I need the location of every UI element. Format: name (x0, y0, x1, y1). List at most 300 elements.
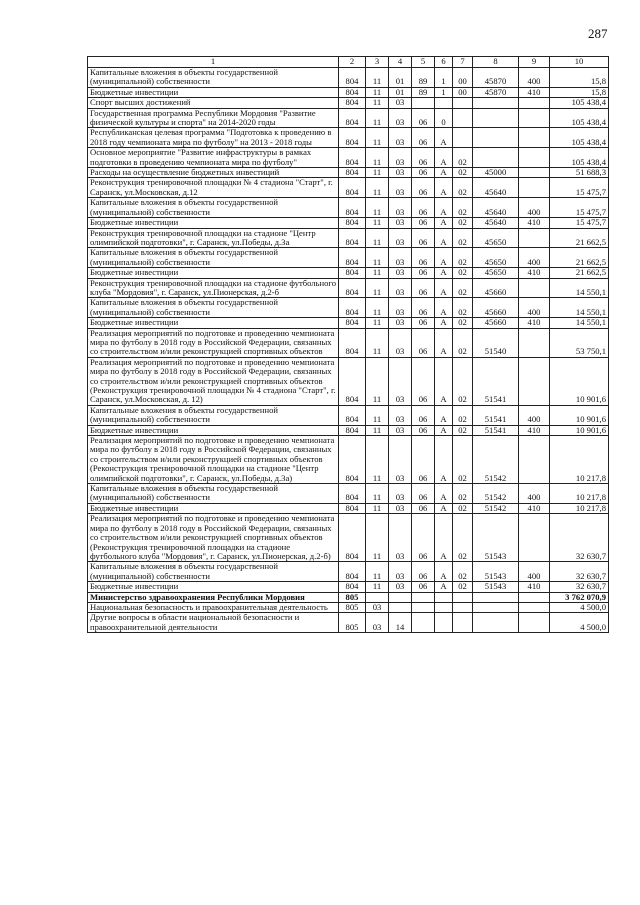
table-header-row (88, 57, 609, 68)
code-cell: 06 (412, 178, 435, 198)
code-cell: 11 (366, 503, 389, 513)
code-cell: 11 (366, 268, 389, 278)
code-cell: 06 (412, 562, 435, 582)
code-cell: 03 (389, 318, 412, 328)
code-cell: 804 (339, 178, 366, 198)
code-cell: 805 (339, 592, 366, 602)
code-cell (412, 602, 435, 612)
code-cell: 89 (412, 87, 435, 97)
amount-cell: 105 438,4 (550, 128, 609, 148)
row-name-cell: Реконструкция тренировочной площадки № 4 стадиона "Старт", г. Саранск, ул.Московская, д.12 (88, 178, 339, 198)
code-cell: 11 (366, 218, 389, 228)
code-cell: 02 (453, 248, 473, 268)
column-header: 4 (389, 57, 412, 68)
code-cell: 11 (366, 357, 389, 405)
code-cell (366, 592, 389, 602)
code-cell: 11 (366, 178, 389, 198)
code-cell: А (435, 178, 453, 198)
row-name-cell: Реализация мероприятий по подготовке и проведению чемпионата мира по футболу в 2018 году в Российской Федерации, связанных со строительством и/или реконструкцией спортивных объектов (Реконструкция тренировочной площадки на стадионе "Центр олимпийской подготовки", г. Саранск, ул.Победы, д.3а) (88, 436, 339, 484)
code-cell: 51543 (473, 514, 519, 562)
code-cell: 03 (389, 268, 412, 278)
code-cell: 02 (453, 503, 473, 513)
code-cell: 11 (366, 484, 389, 504)
column-header: 9 (519, 57, 550, 68)
code-cell: 11 (366, 436, 389, 484)
code-cell (519, 602, 550, 612)
code-cell: 804 (339, 318, 366, 328)
code-cell (412, 613, 435, 633)
amount-cell: 53 750,1 (550, 328, 609, 357)
code-cell: 00 (453, 87, 473, 97)
table-row (88, 562, 609, 582)
code-cell: 410 (519, 218, 550, 228)
row-name-cell: Государственная программа Республики Мордовия "Развитие физической культуры и спорта" на 2014-2020 годы (88, 108, 339, 128)
code-cell: 02 (453, 484, 473, 504)
code-cell: 804 (339, 108, 366, 128)
code-cell: 03 (366, 613, 389, 633)
code-cell: 02 (453, 198, 473, 218)
code-cell (519, 108, 550, 128)
code-cell: 11 (366, 318, 389, 328)
table-row (88, 328, 609, 357)
code-cell: 11 (366, 228, 389, 248)
row-name-cell: Бюджетные инвестиции (88, 218, 339, 228)
amount-cell: 10 217,8 (550, 436, 609, 484)
table-row (88, 228, 609, 248)
code-cell: 51542 (473, 436, 519, 484)
code-cell: 03 (389, 218, 412, 228)
code-cell: А (435, 514, 453, 562)
code-cell: А (435, 218, 453, 228)
amount-cell: 15 475,7 (550, 178, 609, 198)
code-cell: 06 (412, 328, 435, 357)
table-row (88, 592, 609, 602)
code-cell: 11 (366, 68, 389, 88)
code-cell: 45640 (473, 218, 519, 228)
code-cell: 03 (389, 248, 412, 268)
row-name-cell: Капитальные вложения в объекты государственной (муниципальной) собственности (88, 248, 339, 268)
amount-cell: 14 550,1 (550, 278, 609, 298)
code-cell (519, 128, 550, 148)
table-row (88, 503, 609, 513)
code-cell: 51541 (473, 405, 519, 425)
code-cell (519, 592, 550, 602)
code-cell: 410 (519, 318, 550, 328)
code-cell (412, 592, 435, 602)
code-cell: 11 (366, 248, 389, 268)
code-cell: 11 (366, 168, 389, 178)
code-cell: 02 (453, 562, 473, 582)
code-cell: 410 (519, 425, 550, 435)
code-cell: 11 (366, 278, 389, 298)
code-cell: 11 (366, 198, 389, 218)
column-header: 2 (339, 57, 366, 68)
amount-cell: 15,8 (550, 87, 609, 97)
table-row (88, 436, 609, 484)
code-cell: 03 (389, 128, 412, 148)
code-cell: А (435, 357, 453, 405)
code-cell: 400 (519, 484, 550, 504)
code-cell: 804 (339, 148, 366, 168)
code-cell: 03 (389, 168, 412, 178)
code-cell: 400 (519, 198, 550, 218)
page-number: 287 (588, 26, 608, 41)
code-cell (519, 328, 550, 357)
table-row (88, 278, 609, 298)
table-row (88, 484, 609, 504)
row-name-cell: Капитальные вложения в объекты государственной (муниципальной) собственности (88, 484, 339, 504)
table-row (88, 268, 609, 278)
code-cell: 410 (519, 582, 550, 592)
code-cell (519, 98, 550, 108)
code-cell (519, 436, 550, 484)
amount-cell: 10 217,8 (550, 503, 609, 513)
code-cell: А (435, 148, 453, 168)
table-row (88, 128, 609, 148)
code-cell: 11 (366, 148, 389, 168)
code-cell: 51541 (473, 357, 519, 405)
code-cell: 06 (412, 503, 435, 513)
table-row (88, 613, 609, 633)
code-cell: 02 (453, 514, 473, 562)
amount-cell: 105 438,4 (550, 98, 609, 108)
code-cell: А (435, 425, 453, 435)
code-cell: 03 (389, 278, 412, 298)
amount-cell: 10 901,6 (550, 425, 609, 435)
code-cell: 804 (339, 405, 366, 425)
code-cell (453, 602, 473, 612)
code-cell (519, 168, 550, 178)
table-row (88, 582, 609, 592)
code-cell: 804 (339, 198, 366, 218)
row-name-cell: Бюджетные инвестиции (88, 503, 339, 513)
code-cell: 51543 (473, 562, 519, 582)
code-cell: 804 (339, 278, 366, 298)
table-row (88, 298, 609, 318)
amount-cell: 14 550,1 (550, 318, 609, 328)
amount-cell: 32 630,7 (550, 562, 609, 582)
code-cell (519, 178, 550, 198)
code-cell: 02 (453, 218, 473, 228)
code-cell: 804 (339, 248, 366, 268)
code-cell: 06 (412, 128, 435, 148)
row-name-cell: Реконструкция тренировочной площадки на стадионе футбольного клуба "Мордовия", г. Саранск, ул.Пионерская, д.2-б (88, 278, 339, 298)
code-cell: 06 (412, 298, 435, 318)
amount-cell: 21 662,5 (550, 248, 609, 268)
table-row (88, 425, 609, 435)
code-cell: 01 (389, 68, 412, 88)
row-name-cell: Капитальные вложения в объекты государственной (муниципальной) собственности (88, 562, 339, 582)
row-name-cell: Другие вопросы в области национальной безопасности и правоохранительной деятельности (88, 613, 339, 633)
code-cell: 400 (519, 405, 550, 425)
amount-cell: 32 630,7 (550, 514, 609, 562)
code-cell (519, 357, 550, 405)
code-cell: 06 (412, 425, 435, 435)
column-header: 5 (412, 57, 435, 68)
code-cell: 03 (389, 405, 412, 425)
code-cell: 01 (389, 87, 412, 97)
row-name-cell: Бюджетные инвестиции (88, 425, 339, 435)
code-cell: 11 (366, 108, 389, 128)
code-cell: А (435, 328, 453, 357)
table-row (88, 148, 609, 168)
code-cell (473, 128, 519, 148)
code-cell: 03 (389, 148, 412, 168)
code-cell (473, 108, 519, 128)
code-cell: 11 (366, 98, 389, 108)
code-cell: 45650 (473, 248, 519, 268)
code-cell: 804 (339, 484, 366, 504)
code-cell (453, 592, 473, 602)
column-header: 10 (550, 57, 609, 68)
code-cell: 06 (412, 436, 435, 484)
code-cell: 03 (389, 357, 412, 405)
code-cell: 804 (339, 562, 366, 582)
code-cell: 02 (453, 318, 473, 328)
table-row (88, 218, 609, 228)
row-name-cell: Министерство здравоохранения Республики Мордовия (88, 592, 339, 602)
row-name-cell: Расходы на осуществление бюджетных инвестиций (88, 168, 339, 178)
code-cell: 06 (412, 357, 435, 405)
code-cell: 02 (453, 405, 473, 425)
code-cell: 45870 (473, 87, 519, 97)
code-cell: 03 (389, 436, 412, 484)
code-cell: 03 (389, 328, 412, 357)
code-cell: 51541 (473, 425, 519, 435)
code-cell: 11 (366, 405, 389, 425)
code-cell: 804 (339, 87, 366, 97)
amount-cell: 15 475,7 (550, 198, 609, 218)
table-row (88, 248, 609, 268)
code-cell: 06 (412, 168, 435, 178)
code-cell (389, 602, 412, 612)
code-cell: 45640 (473, 178, 519, 198)
code-cell (519, 228, 550, 248)
row-name-cell: Реализация мероприятий по подготовке и проведению чемпионата мира по футболу в 2018 году в Российской Федерации, связанных со строительством и/или реконструкцией спортивных объектов (Реконструкция тренировочной площадки № 4 стадиона "Старт", г. Саранск, ул.Московская, д. 12) (88, 357, 339, 405)
amount-cell: 4 500,0 (550, 613, 609, 633)
code-cell: 804 (339, 168, 366, 178)
code-cell: 45000 (473, 168, 519, 178)
code-cell: 02 (453, 268, 473, 278)
code-cell: 804 (339, 357, 366, 405)
code-cell: 03 (389, 228, 412, 248)
code-cell: 02 (453, 328, 473, 357)
code-cell: 45660 (473, 298, 519, 318)
code-cell: А (435, 562, 453, 582)
table-row (88, 318, 609, 328)
code-cell: А (435, 128, 453, 148)
amount-cell: 4 500,0 (550, 602, 609, 612)
code-cell: 400 (519, 562, 550, 582)
code-cell: 06 (412, 108, 435, 128)
code-cell: 1 (435, 87, 453, 97)
code-cell: 03 (389, 178, 412, 198)
column-header: 7 (453, 57, 473, 68)
code-cell: 06 (412, 198, 435, 218)
code-cell (473, 592, 519, 602)
code-cell: 02 (453, 357, 473, 405)
table-row (88, 602, 609, 612)
code-cell: 03 (366, 602, 389, 612)
code-cell: А (435, 503, 453, 513)
code-cell: 02 (453, 298, 473, 318)
code-cell: 03 (389, 582, 412, 592)
table-row (88, 357, 609, 405)
row-name-cell: Бюджетные инвестиции (88, 87, 339, 97)
code-cell: 02 (453, 436, 473, 484)
code-cell: 804 (339, 582, 366, 592)
table-row (88, 405, 609, 425)
amount-cell: 51 688,3 (550, 168, 609, 178)
amount-cell: 15,8 (550, 68, 609, 88)
table-row (88, 68, 609, 88)
row-name-cell: Реализация мероприятий по подготовке и проведению чемпионата мира по футболу в 2018 году в Российской Федерации, связанных со строительством и/или реконструкцией спортивных объектов (88, 328, 339, 357)
code-cell: 00 (453, 68, 473, 88)
row-name-cell: Спорт высших достижений (88, 98, 339, 108)
code-cell: А (435, 198, 453, 218)
code-cell (453, 128, 473, 148)
code-cell: 804 (339, 218, 366, 228)
code-cell: 03 (389, 198, 412, 218)
code-cell: 0 (435, 108, 453, 128)
code-cell: 11 (366, 128, 389, 148)
code-cell (473, 602, 519, 612)
code-cell: А (435, 248, 453, 268)
code-cell: 89 (412, 68, 435, 88)
amount-cell: 32 630,7 (550, 582, 609, 592)
row-name-cell: Основное мероприятие "Развитие инфраструктуры в рамках подготовки в проведению чемпионата мира по футболу" (88, 148, 339, 168)
code-cell: 45660 (473, 278, 519, 298)
code-cell: 804 (339, 98, 366, 108)
code-cell (519, 148, 550, 168)
code-cell: 805 (339, 602, 366, 612)
code-cell: 11 (366, 562, 389, 582)
row-name-cell: Республиканская целевая программа "Подготовка к проведению в 2018 году чемпионата мира по футболу" на 2013 - 2018 годы (88, 128, 339, 148)
code-cell: 804 (339, 268, 366, 278)
code-cell: 1 (435, 68, 453, 88)
table-row (88, 98, 609, 108)
code-cell: 400 (519, 298, 550, 318)
column-header: 6 (435, 57, 453, 68)
row-name-cell: Реализация мероприятий по подготовке и проведению чемпионата мира по футболу в 2018 году в Российской Федерации, связанных со строительством и/или реконструкцией спортивных объектов (Реконструкция тренировочной площадки на стадионе футбольного клуба "Мордовия", г. Саранск, ул.Пионерская, д.2-б) (88, 514, 339, 562)
row-name-cell: Реконструкция тренировочной площадки на стадионе "Центр олимпийской подготовки", г. Саранск, ул.Победы, д.3а (88, 228, 339, 248)
code-cell: 11 (366, 582, 389, 592)
code-cell: А (435, 228, 453, 248)
code-cell: 804 (339, 128, 366, 148)
code-cell: А (435, 318, 453, 328)
amount-cell: 3 762 070,9 (550, 592, 609, 602)
code-cell (435, 98, 453, 108)
code-cell: 06 (412, 582, 435, 592)
code-cell: 11 (366, 87, 389, 97)
amount-cell: 10 217,8 (550, 484, 609, 504)
code-cell: 06 (412, 248, 435, 268)
table-row (88, 87, 609, 97)
row-name-cell: Бюджетные инвестиции (88, 582, 339, 592)
code-cell: 03 (389, 514, 412, 562)
code-cell: 400 (519, 68, 550, 88)
row-name-cell: Капитальные вложения в объекты государственной (муниципальной) собственности (88, 68, 339, 88)
code-cell: 06 (412, 268, 435, 278)
code-cell: 03 (389, 425, 412, 435)
code-cell: 804 (339, 68, 366, 88)
table-body (88, 68, 609, 633)
code-cell: 02 (453, 582, 473, 592)
code-cell: 410 (519, 87, 550, 97)
amount-cell: 105 438,4 (550, 108, 609, 128)
amount-cell: 10 901,6 (550, 405, 609, 425)
amount-cell: 14 550,1 (550, 298, 609, 318)
code-cell: 400 (519, 248, 550, 268)
row-name-cell: Национальная безопасность и правоохранительная деятельность (88, 602, 339, 612)
code-cell: А (435, 298, 453, 318)
code-cell: 45640 (473, 198, 519, 218)
row-name-cell: Капитальные вложения в объекты государственной (муниципальной) собственности (88, 198, 339, 218)
code-cell: 45660 (473, 318, 519, 328)
table-row (88, 178, 609, 198)
code-cell: 06 (412, 318, 435, 328)
code-cell: А (435, 268, 453, 278)
code-cell (435, 613, 453, 633)
budget-table (87, 56, 609, 633)
column-header: 8 (473, 57, 519, 68)
code-cell: 804 (339, 228, 366, 248)
code-cell: А (435, 484, 453, 504)
code-cell: 06 (412, 218, 435, 228)
code-cell: 45650 (473, 268, 519, 278)
code-cell: 06 (412, 148, 435, 168)
code-cell: А (435, 168, 453, 178)
code-cell: 45650 (473, 228, 519, 248)
code-cell (519, 514, 550, 562)
code-cell: 06 (412, 405, 435, 425)
code-cell: 11 (366, 328, 389, 357)
code-cell (473, 98, 519, 108)
code-cell (412, 98, 435, 108)
amount-cell: 105 438,4 (550, 148, 609, 168)
table-row (88, 514, 609, 562)
code-cell (435, 602, 453, 612)
code-cell (473, 148, 519, 168)
code-cell: 02 (453, 148, 473, 168)
code-cell (453, 98, 473, 108)
code-cell: 804 (339, 298, 366, 318)
row-name-cell: Капитальные вложения в объекты государственной (муниципальной) собственности (88, 298, 339, 318)
code-cell (519, 278, 550, 298)
code-cell (453, 108, 473, 128)
code-cell: 14 (389, 613, 412, 633)
code-cell: 804 (339, 503, 366, 513)
code-cell: 410 (519, 503, 550, 513)
code-cell: 45870 (473, 68, 519, 88)
column-header: 1 (88, 57, 339, 68)
code-cell: 804 (339, 514, 366, 562)
code-cell: 804 (339, 425, 366, 435)
code-cell: А (435, 582, 453, 592)
row-name-cell: Бюджетные инвестиции (88, 318, 339, 328)
amount-cell: 15 475,7 (550, 218, 609, 228)
code-cell (519, 613, 550, 633)
amount-cell: 10 901,6 (550, 357, 609, 405)
code-cell: 03 (389, 108, 412, 128)
code-cell: 06 (412, 228, 435, 248)
code-cell: 11 (366, 514, 389, 562)
row-name-cell: Бюджетные инвестиции (88, 268, 339, 278)
code-cell: 804 (339, 328, 366, 357)
table-row (88, 198, 609, 218)
code-cell: 11 (366, 425, 389, 435)
code-cell: 02 (453, 278, 473, 298)
